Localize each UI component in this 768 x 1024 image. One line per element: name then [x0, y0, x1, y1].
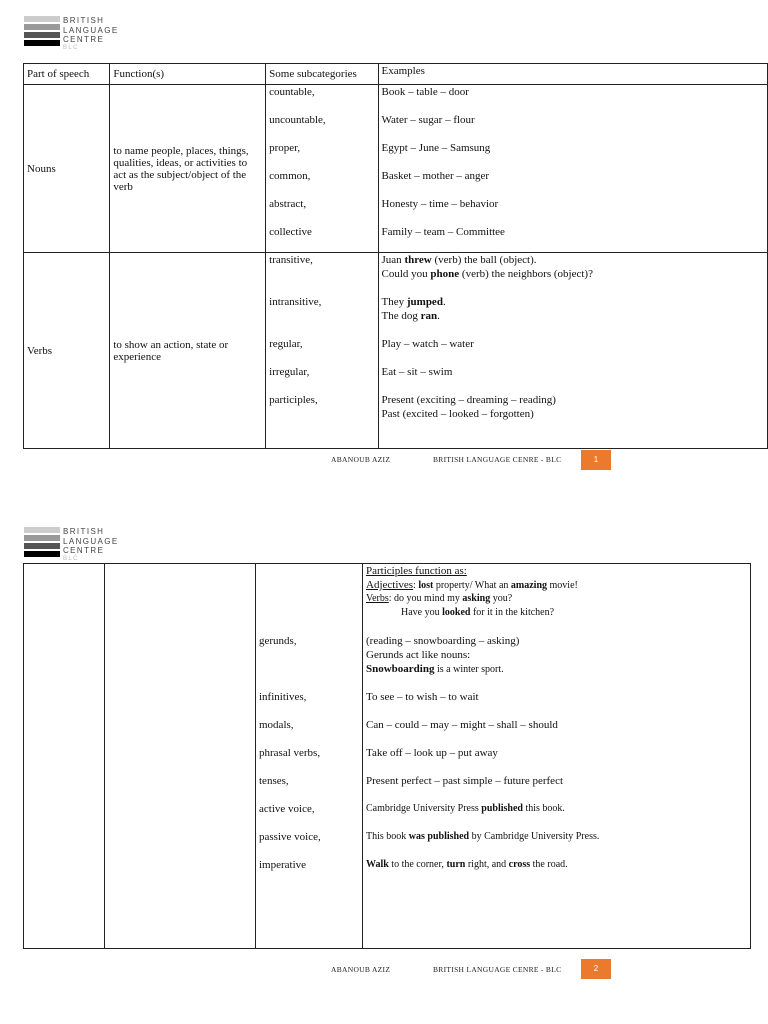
header-subcategories: Some subcategories [266, 64, 378, 85]
example-intransitive-2: The dog ran. [381, 310, 440, 322]
example-adjectives: Adjectives: lost property/ What an amazing movie! [366, 579, 578, 591]
table-row-verbs [24, 253, 768, 449]
nouns-function: to name people, places, things, qualities, ideas, or activities to act as the subject/object of the verb [110, 85, 266, 253]
example-verbs: Verbs: do you mind my asking you? [366, 593, 513, 604]
empty-cell [105, 564, 256, 949]
example-modals: Can – could – may – might – shall – should [366, 719, 558, 731]
header-part-of-speech: Part of speech [24, 64, 110, 85]
footer-author: ABANOUB AZIZ [331, 455, 391, 464]
list-item: common, [269, 170, 311, 182]
nouns-label: Nouns [24, 85, 110, 253]
example-regular: Play – watch – water [381, 338, 474, 350]
list-item: passive voice, [259, 831, 321, 843]
list-item: collective [269, 226, 312, 238]
example-transitive-2: Could you phone (verb) the neighbors (object)? [381, 268, 593, 280]
nouns-examples [378, 85, 767, 253]
list-item: Book – table – door [381, 86, 469, 98]
header-functions: Function(s) [110, 64, 266, 85]
table-header-row [24, 64, 768, 85]
list-item: regular, [269, 338, 303, 350]
footer-org: BRITISH LANGUAGE CENRE - BLC [433, 455, 562, 464]
list-item: transitive, [269, 254, 313, 266]
list-item: Honesty – time – behavior [381, 198, 499, 210]
verbs-examples-continued [363, 564, 751, 949]
footer-org: BRITISH LANGUAGE CENRE - BLC [433, 965, 562, 974]
list-item: intransitive, [269, 296, 322, 308]
example-participles-present: Present (exciting – dreaming – reading) [381, 394, 556, 406]
page-number-badge: 1 [581, 450, 611, 470]
list-item: Basket – mother – anger [381, 170, 490, 182]
footer-author: ABANOUB AZIZ [331, 965, 391, 974]
example-intransitive-1: They jumped. [381, 296, 446, 308]
example-tenses: Present perfect – past simple – future perfect [366, 775, 564, 787]
list-item: countable, [269, 86, 315, 98]
list-item: gerunds, [259, 635, 297, 647]
participles-title: Participles function as: [366, 565, 467, 577]
header-examples: Examples [378, 64, 767, 85]
list-item: imperative [259, 859, 307, 871]
verbs-examples [378, 253, 767, 449]
example-imperative: Walk to the corner, turn right, and cross the road. [366, 859, 568, 870]
list-item: irregular, [269, 366, 310, 378]
list-item: modals, [259, 719, 294, 731]
verbs-subcategories [266, 253, 378, 449]
list-item: phrasal verbs, [259, 747, 321, 759]
example-participles-past: Past (excited – looked – forgotten) [381, 408, 534, 420]
page-1 [0, 0, 768, 510]
list-item: tenses, [259, 775, 289, 787]
list-item: Family – team – Committee [381, 226, 505, 238]
verbs-function: to show an action, state or experience [110, 253, 266, 449]
list-item: Water – sugar – flour [381, 114, 475, 126]
parts-of-speech-table-continued [23, 563, 751, 949]
example-phrasal-verbs: Take off – look up – put away [366, 747, 498, 759]
example-passive-voice: This book was published by Cambridge University Press. [366, 831, 600, 842]
list-item: active voice, [259, 803, 315, 815]
logo-bars [24, 16, 60, 48]
example-active-voice: Cambridge University Press published this book. [366, 803, 565, 814]
empty-cell [24, 564, 105, 949]
verbs-label: Verbs [24, 253, 110, 449]
example-irregular: Eat – sit – swim [381, 366, 453, 378]
example-transitive-1: Juan threw (verb) the ball (object). [381, 254, 537, 266]
example-gerunds-1: (reading – snowboarding – asking) [366, 635, 520, 647]
example-gerunds-2: Gerunds act like nouns: [366, 649, 471, 661]
logo-text: BRITISH LANGUAGE CENTRE BLC [63, 16, 119, 51]
example-verbs-2: Have you looked for it in the kitchen? [401, 607, 555, 618]
list-item: Egypt – June – Samsung [381, 142, 491, 154]
list-item: proper, [269, 142, 301, 154]
nouns-subcategories [266, 85, 378, 253]
list-item: infinitives, [259, 691, 307, 703]
parts-of-speech-table [23, 63, 768, 449]
logo-bars [24, 527, 60, 559]
blc-logo [24, 16, 144, 56]
table-row-verbs-continued [24, 564, 751, 949]
list-item: uncountable, [269, 114, 326, 126]
verbs-subcategories-continued [256, 564, 363, 949]
table-row-nouns [24, 85, 768, 253]
page-number-badge: 2 [581, 959, 611, 979]
list-item: participles, [269, 394, 318, 406]
example-gerunds-3: Snowboarding is a winter sport. [366, 663, 504, 675]
blc-logo [24, 527, 144, 567]
page-2 [0, 520, 768, 1024]
list-item: abstract, [269, 198, 307, 210]
example-infinitives: To see – to wish – to wait [366, 691, 479, 703]
logo-text: BRITISH LANGUAGE CENTRE BLC [63, 527, 119, 562]
